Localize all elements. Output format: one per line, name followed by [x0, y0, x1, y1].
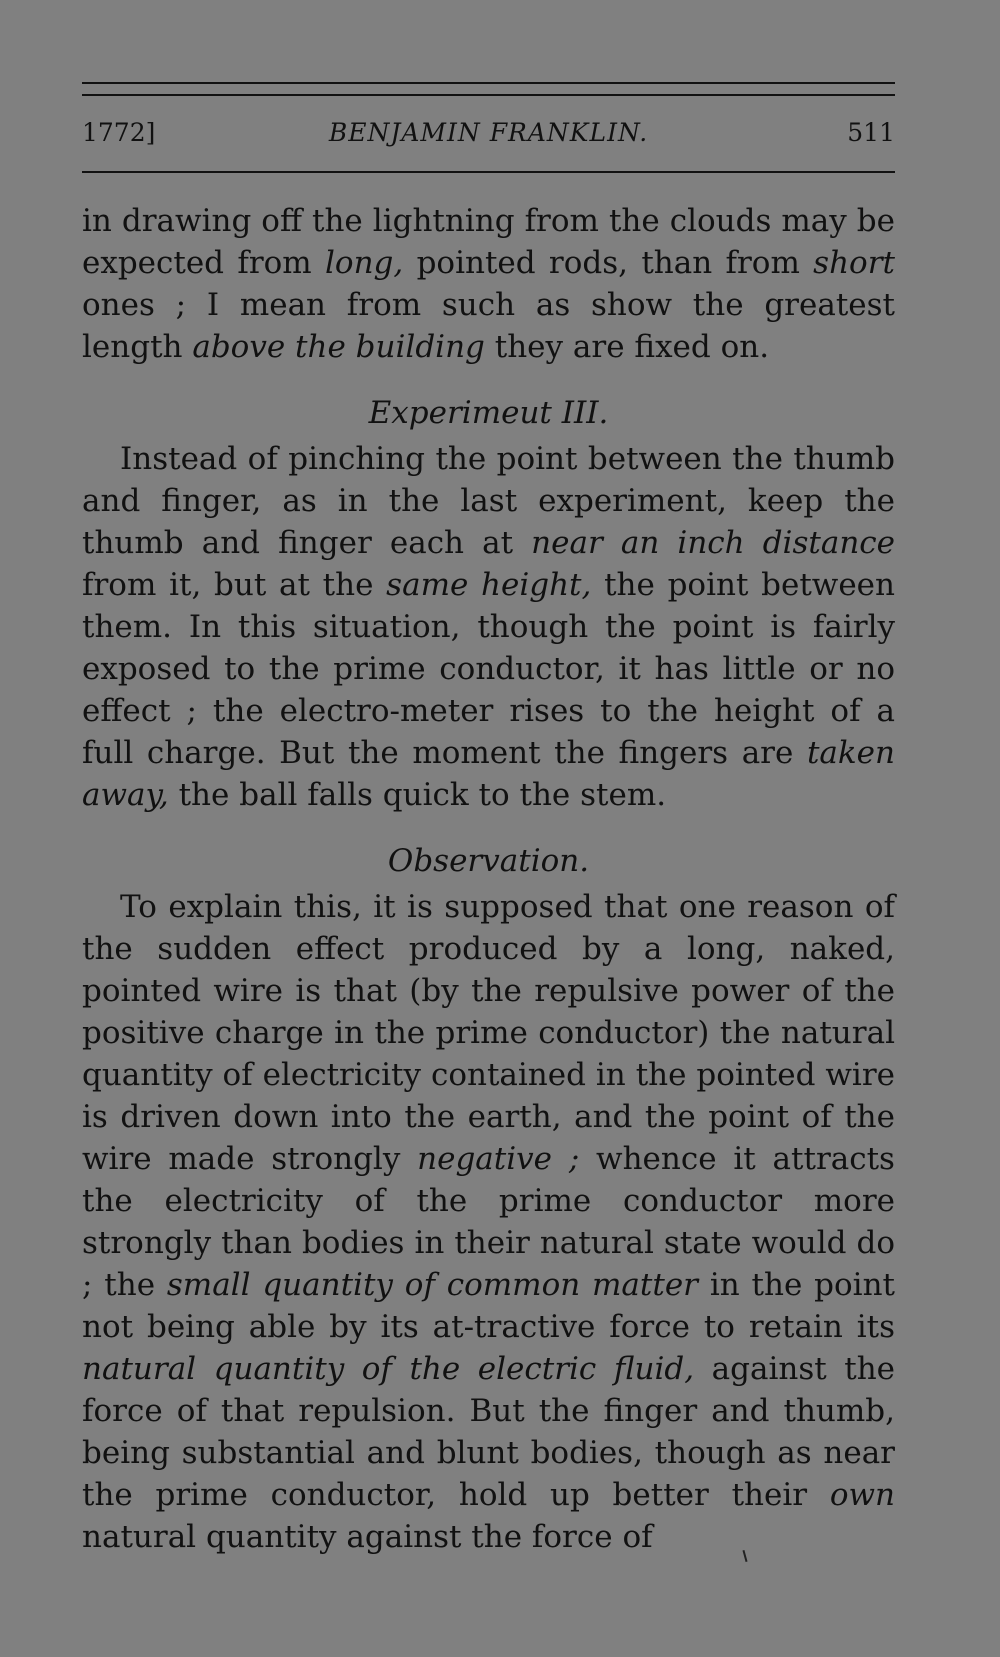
page-number: 511: [847, 118, 895, 147]
paragraph-1: [82, 200, 895, 368]
text-run: the ball falls quick to the stem.: [168, 777, 667, 813]
italic-run: near an inch distance: [531, 525, 895, 561]
italic-run: negative ;: [417, 1141, 580, 1177]
italic-run: small quantity of common matter: [166, 1267, 698, 1303]
section-heading-observation: Observation.: [387, 843, 590, 879]
header-rule-top: [82, 82, 895, 84]
italic-run: long,: [325, 245, 404, 281]
paragraph-3: [82, 886, 895, 1558]
header-rule-second: [82, 94, 895, 96]
running-head: [82, 118, 895, 158]
italic-run: same height,: [386, 567, 592, 603]
text-run: they are fixed on.: [484, 329, 770, 365]
italic-run: taken away,: [82, 735, 895, 813]
text-run: in the point not being able by its at-tractive force to retain its: [82, 1267, 896, 1345]
running-head-title: BENJAMIN FRANKLIN.: [328, 118, 649, 147]
page-body: [82, 200, 895, 1558]
italic-run: short: [813, 245, 895, 281]
text-run: whence it attracts the electricity of the prime conductor more strongly than bodies in their natural state would do ; the: [82, 1141, 895, 1303]
text-run: against the force of that repulsion. But the finger and thumb, being substantial and blunt bodies, though as near the prime conductor, hold up better their: [82, 1351, 896, 1513]
text-run: pointed rods, than from: [403, 245, 814, 281]
text-run: from it, but at the: [82, 567, 387, 603]
running-head-year: 1772]: [82, 118, 156, 147]
paragraph-2: [82, 438, 895, 816]
text-run: in drawing off the lightning from the clouds may be expected from: [82, 203, 895, 281]
text-run: the point between them. In this situation, though the point is fairly exposed to the prime conductor, it has little or no effect ; the electro-meter rises to the height of a full charge. But the moment the fingers are: [82, 567, 895, 771]
italic-run: own: [829, 1477, 895, 1513]
section-heading-experiment: Experimeut III.: [368, 395, 609, 431]
text-run: Instead of pinching the point between the thumb and finger, as in the last experiment, keep the thumb and finger each at: [82, 441, 895, 561]
text-run: ones ; I mean from such as show the greatest length: [82, 287, 895, 365]
italic-run: above the building: [192, 329, 485, 365]
text-run: To explain this, it is supposed that one reason of the sudden effect produced by a long, naked, pointed wire is that (by the repulsive power of the positive charge in the prime conductor) the natural quantity of electricity contained in the pointed wire is driven down into the earth, and the point of the wire made strongly: [82, 889, 895, 1177]
italic-run: natural quantity of the electric fluid,: [82, 1351, 695, 1387]
header-rule-bottom: [82, 171, 895, 173]
text-run: natural quantity against the force of: [82, 1519, 653, 1555]
